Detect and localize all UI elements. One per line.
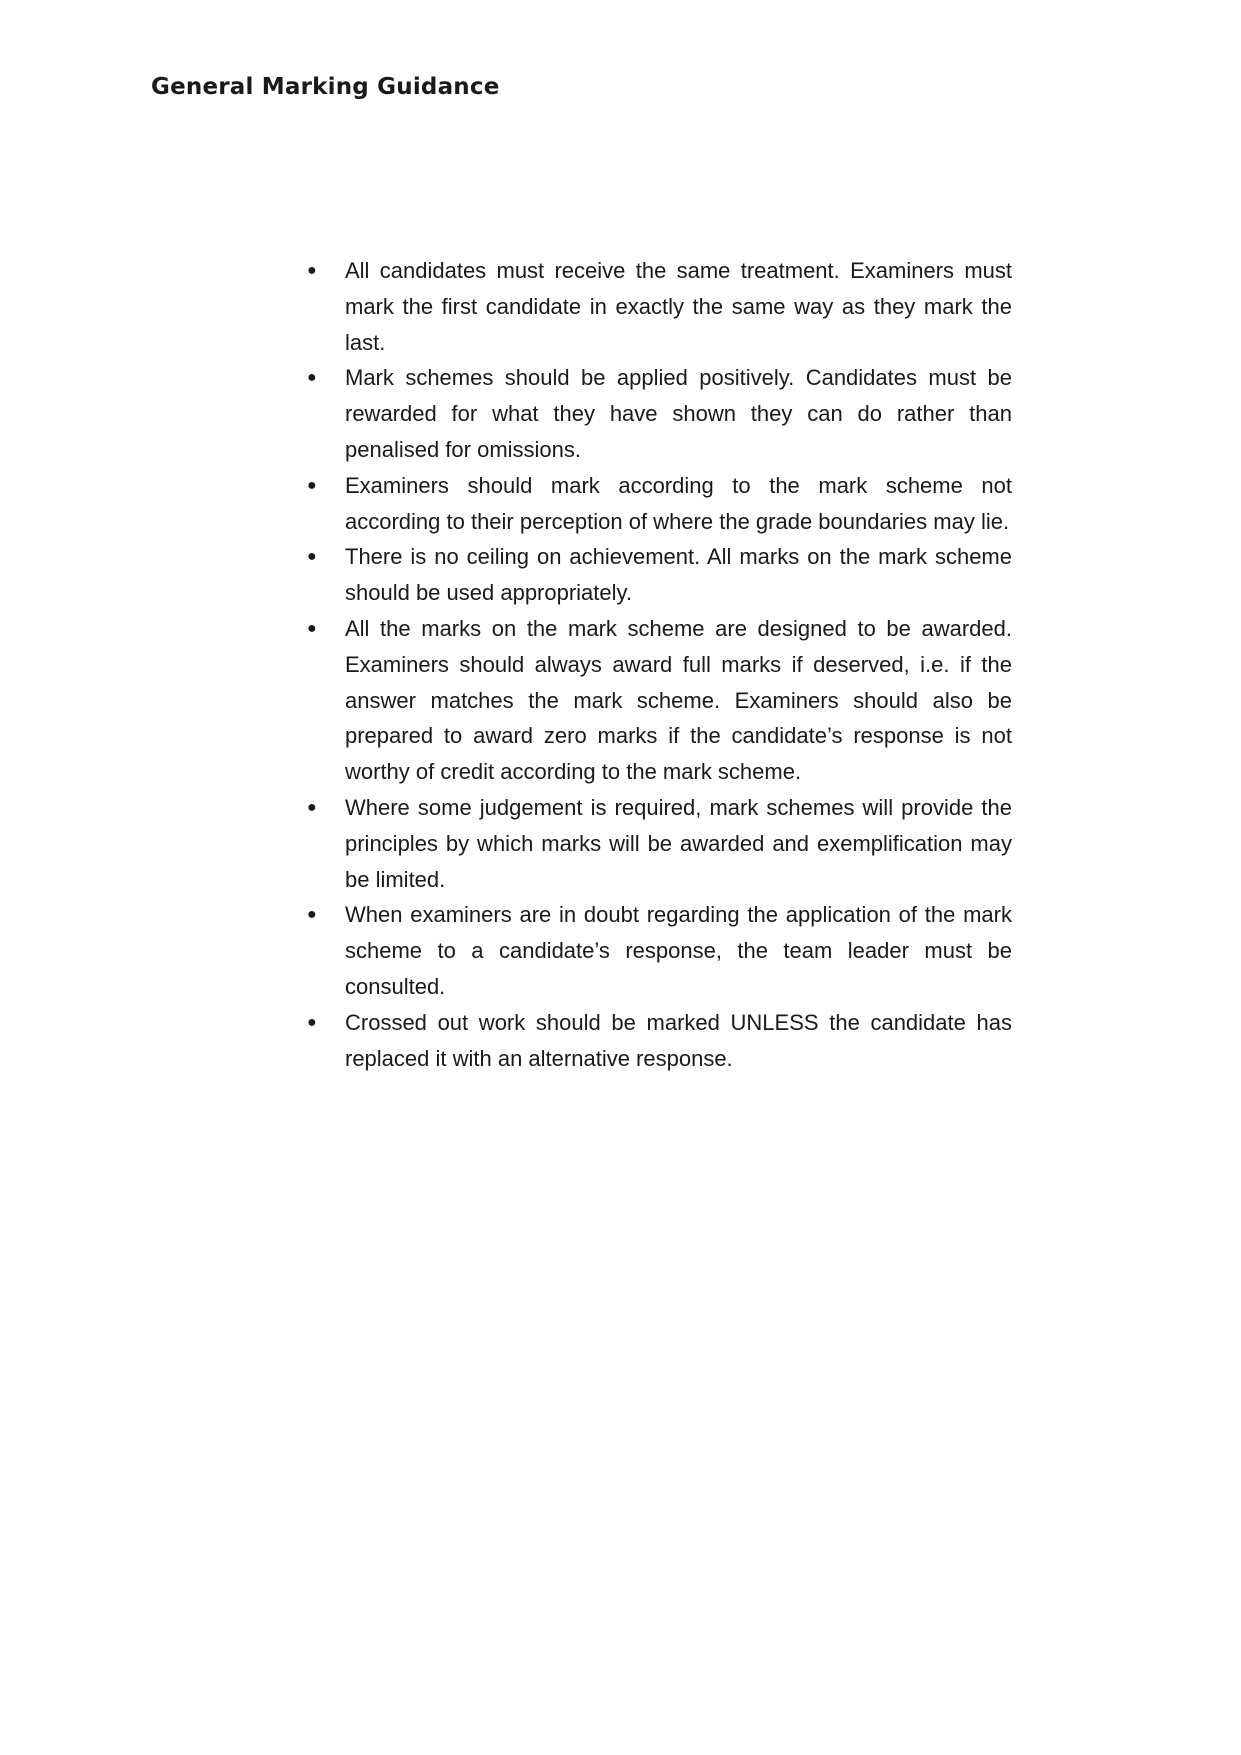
list-item bbox=[300, 611, 1012, 790]
guidance-text: Mark schemes should be applied positively. Candidates must be rewarded for what they have shown they can do rather than penalised for omissions. bbox=[345, 365, 1012, 462]
page-title: General Marking Guidance bbox=[151, 74, 500, 100]
guidance-text: Crossed out work should be marked UNLESS the candidate has replaced it with an alternative response. bbox=[345, 1009, 1012, 1071]
bullet-icon: ● bbox=[307, 476, 317, 494]
guidance-text: Examiners should mark according to the mark scheme not according to their perception of where the grade boundaries may lie. bbox=[345, 472, 1012, 534]
list-item bbox=[300, 897, 1012, 1004]
guidance-text: There is no ceiling on achievement. All marks on the mark scheme should be used appropriately. bbox=[345, 544, 1012, 606]
guidance-text: When examiners are in doubt regarding the application of the mark scheme to a candidate’s response, the team leader must be consulted. bbox=[345, 902, 1012, 999]
list-item bbox=[300, 790, 1012, 897]
bullet-icon: ● bbox=[307, 798, 317, 816]
bullet-icon: ● bbox=[307, 369, 317, 387]
list-item bbox=[300, 360, 1012, 467]
bullet-icon: ● bbox=[307, 1013, 317, 1031]
bullet-icon: ● bbox=[307, 619, 317, 637]
guidance-text: All the marks on the mark scheme are designed to be awarded. Examiners should always award full marks if deserved, i.e. if the answer matches the mark scheme. Examiners should also be prepared to award zero marks if the candidate’s response is not worthy of credit according to the mark scheme. bbox=[345, 615, 1012, 785]
bullet-icon: ● bbox=[307, 262, 317, 279]
guidance-list bbox=[300, 253, 1012, 1076]
bullet-icon: ● bbox=[307, 548, 317, 566]
guidance-text: All candidates must receive the same treatment. Examiners must mark the first candidate in exactly the same way as they mark the last. bbox=[345, 258, 1012, 355]
list-item bbox=[300, 253, 1012, 360]
bullet-icon: ● bbox=[307, 906, 317, 924]
list-item bbox=[300, 539, 1012, 611]
guidance-text: Where some judgement is required, mark schemes will provide the principles by which marks will be awarded and exemplification may be limited. bbox=[345, 794, 1012, 892]
list-item bbox=[300, 468, 1012, 540]
list-item bbox=[300, 1005, 1012, 1077]
